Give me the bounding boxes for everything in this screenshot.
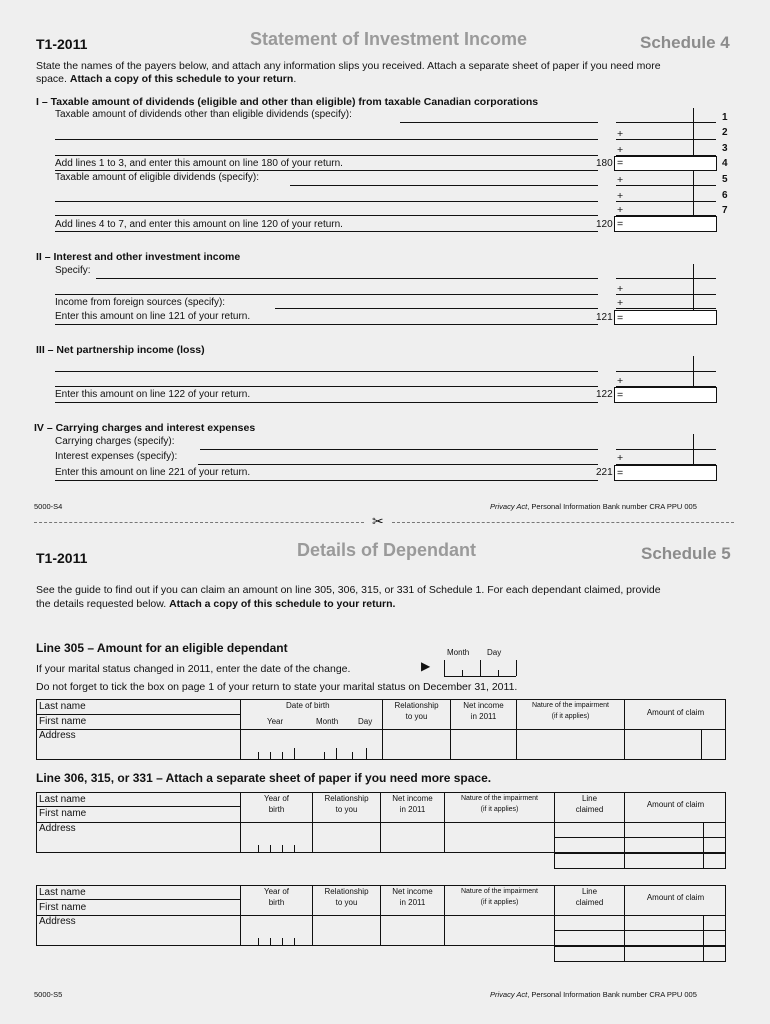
s5-t305-month-label: Month — [316, 717, 339, 726]
s4-line-num-5: 5 — [722, 174, 728, 185]
s5-intro-line2 — [36, 598, 395, 611]
s4-sec1-bottom-line — [55, 231, 598, 232]
s5-t305-dob-tick — [352, 752, 353, 759]
s5-ta-net-income-label: Net income — [392, 794, 433, 803]
s5-intro-attach: Attach a copy of this schedule to your return. — [169, 598, 396, 610]
s5-tb-row2-line[interactable] — [554, 930, 726, 931]
s5-form-code: T1-2011 — [36, 550, 88, 566]
s4-amount-line5[interactable] — [616, 185, 716, 186]
s4-intro-attach: Attach a copy of this schedule to your return — [69, 73, 294, 85]
s4-sec4-interest-label: Interest expenses (specify): — [55, 451, 178, 462]
s5-t305-relationship-label: Relationship — [394, 701, 439, 710]
cut-line-left — [34, 522, 364, 523]
s5-tb-amount-label: Amount of claim — [646, 893, 705, 902]
s5-t305-dob-tick — [258, 752, 259, 759]
s5-tb-last-name[interactable]: Last name — [39, 887, 86, 898]
s5-tb-row3-cell[interactable] — [554, 946, 726, 962]
plus-sign: + — [617, 452, 624, 464]
s4-line-num-4: 4 — [722, 158, 728, 169]
s4-sec4-interest-line[interactable] — [198, 464, 598, 465]
s5-tb-net-income-label: Net income — [392, 887, 433, 896]
s4-schedule-number: Schedule 4 — [640, 33, 730, 52]
s4-line-num-6: 6 — [722, 190, 728, 201]
s5-ta-year-tick — [270, 845, 271, 852]
s5-t305-dob-field[interactable] — [258, 759, 378, 760]
s4-sec3-row2-line[interactable] — [55, 386, 598, 387]
s4-sec1-other-specify[interactable] — [400, 122, 598, 123]
s4-sec3-row1-line[interactable] — [55, 371, 598, 372]
s4-sec1-eligible-specify[interactable] — [290, 185, 598, 186]
s5-month-label: Month — [447, 648, 470, 657]
s4-sec2-foreign-line[interactable] — [275, 308, 598, 309]
cut-line-right — [392, 522, 734, 523]
s5-tb-in2011-label: in 2011 — [399, 898, 426, 907]
s5-t305-dob-tick — [366, 748, 367, 759]
s4-sec1-row2-line[interactable] — [55, 139, 598, 140]
s4-privacy-rest: , Personal Information Bank number CRA PPU 005 — [527, 502, 697, 511]
s5-intro-details: the details requested below. — [36, 598, 170, 610]
s5-privacy-rest: , Personal Information Bank number CRA PPU 005 — [527, 990, 697, 999]
s5-tb-birth-label: birth — [268, 898, 285, 907]
s4-intro-space: space. — [36, 73, 70, 85]
s4-intro-line1: State the names of the payers below, and attach any information slips you received. Attach a separate sheet of paper if you need more — [36, 60, 661, 72]
s5-ta-header-line — [36, 822, 726, 823]
s5-tb-year-tick — [294, 938, 295, 945]
s5-tb-year-of-label: Year of — [263, 887, 290, 896]
s4-sec4-amount1[interactable] — [616, 449, 716, 450]
s5-ta-claimed-label: claimed — [575, 805, 604, 814]
s5-tb-year-tick — [270, 938, 271, 945]
s4-line-num-2: 2 — [722, 127, 728, 138]
s4-sec1-eligible-label: Taxable amount of eligible dividends (specify): — [55, 172, 259, 183]
s4-sec2-foreign-label: Income from foreign sources (specify): — [55, 297, 226, 308]
s5-t305-header-line — [36, 729, 726, 730]
s5-marital-date-tick — [480, 660, 481, 676]
s5-t305-in2011-label: in 2011 — [470, 712, 497, 721]
s5-t305-dob-tick — [336, 748, 337, 759]
s5-ta-impairment-if-label: (if it applies) — [480, 806, 519, 813]
equals-sign: = — [617, 389, 624, 401]
s4-sec1-row3-line[interactable] — [55, 155, 598, 156]
s4-section3-title: III – Net partnership income (loss) — [36, 344, 205, 356]
s4-sec4-enter: Enter this amount on line 221 of your return. — [55, 467, 251, 478]
s5-marital-date-tick — [462, 670, 463, 676]
s5-ta-last-name[interactable]: Last name — [39, 794, 86, 805]
s5-ta-year-field[interactable] — [258, 852, 296, 853]
s5-ta-year-tick — [282, 845, 283, 852]
s5-ta-in2011-label: in 2011 — [399, 805, 426, 814]
s5-t305-impairment-label: Nature of the impairment — [531, 702, 610, 709]
s4-line-121-number: 121 — [596, 312, 613, 323]
s4-footer-code: 5000-S4 — [34, 502, 63, 511]
s4-sec1-add13: Add lines 1 to 3, and enter this amount on line 180 of your return. — [55, 158, 343, 169]
s4-sec2-specify-label: Specify: — [55, 265, 91, 276]
s5-t305-address[interactable]: Address — [39, 730, 76, 741]
equals-sign: = — [617, 218, 624, 230]
s4-sec2-amount2[interactable] — [616, 294, 716, 295]
s5-ta-to-you-label: to you — [335, 805, 358, 814]
s5-tb-year-field[interactable] — [258, 945, 296, 946]
s5-t305-dob-tick — [324, 752, 325, 759]
s4-sec1-add47: Add lines 4 to 7, and enter this amount on line 120 of your return. — [55, 219, 343, 230]
s5-t305-row-line — [36, 714, 240, 715]
s5-line306-title: Line 306, 315, or 331 – Attach a separate sheet of paper if you need more space. — [36, 771, 492, 785]
s4-sec2-enter: Enter this amount on line 121 of your return. — [55, 311, 251, 322]
s5-tb-year-tick — [282, 938, 283, 945]
s4-amount-line122-box[interactable] — [614, 387, 717, 403]
s4-sec3-amount1[interactable] — [616, 371, 716, 372]
s5-tb-line-label: Line — [581, 887, 598, 896]
arrow-right-icon: ▶ — [421, 659, 431, 673]
s4-sec2-specify-line[interactable] — [96, 278, 598, 279]
s4-title: Statement of Investment Income — [250, 29, 528, 49]
s5-tick-box-text: Do not forget to tick the box on page 1 of your return to state your marital status on December 31, 2011. — [36, 681, 518, 693]
s5-t305-net-income-label: Net income — [463, 701, 504, 710]
s4-sec4-carrying-label: Carrying charges (specify): — [55, 436, 175, 447]
s5-tb-year-tick — [258, 938, 259, 945]
s4-intro-period: . — [293, 73, 297, 85]
s4-line-120-number: 120 — [596, 219, 613, 230]
s5-t305-impairment-if-label: (if it applies) — [551, 713, 590, 720]
s5-t305-dob-label: Date of birth — [286, 701, 330, 710]
s4-footer-privacy — [490, 502, 697, 511]
s5-t305-year-label: Year — [267, 717, 284, 726]
s5-ta-relationship-label: Relationship — [324, 794, 369, 803]
s5-schedule-number: Schedule 5 — [641, 544, 731, 563]
s4-line-num-7: 7 — [722, 205, 728, 216]
s5-marital-date-tick — [516, 660, 517, 676]
s4-sec1-row6-line[interactable] — [55, 201, 598, 202]
plus-sign: + — [617, 190, 624, 202]
s4-sec2-bottom-line — [55, 324, 598, 325]
plus-sign: + — [617, 283, 624, 295]
s4-sec3-bottom-line — [55, 402, 598, 403]
s4-sec2-amount1[interactable] — [616, 278, 716, 279]
s5-tb-row-line — [36, 899, 240, 900]
s5-ta-year-tick — [258, 845, 259, 852]
s4-sec1-row4-line — [55, 170, 598, 171]
s5-ta-amount-label: Amount of claim — [646, 800, 705, 809]
s5-t305-first-name[interactable]: First name — [39, 716, 87, 727]
equals-sign: = — [617, 467, 624, 479]
equals-sign: = — [617, 312, 624, 324]
scissors-icon: ✂ — [372, 513, 384, 529]
s5-tb-impairment-label: Nature of the impairment — [460, 888, 539, 895]
s5-tb-header-line — [36, 915, 726, 916]
s4-line-num-3: 3 — [722, 143, 728, 154]
s5-tb-relationship-label: Relationship — [324, 887, 369, 896]
s4-sec4-carrying-line[interactable] — [200, 449, 598, 450]
s5-t305-amount-label: Amount of claim — [646, 708, 705, 717]
s5-tb-claimed-label: claimed — [575, 898, 604, 907]
s5-ta-row-line — [36, 806, 240, 807]
s4-line-180-number: 180 — [596, 158, 613, 169]
equals-sign: = — [617, 157, 624, 169]
s4-amount-line4-box[interactable] — [614, 156, 717, 171]
s5-line305-title: Line 305 – Amount for an eligible dependant — [36, 641, 288, 655]
s5-footer-code: 5000-S5 — [34, 990, 63, 999]
s4-amount-line1[interactable] — [616, 122, 716, 123]
s5-privacy-act: Privacy Act — [490, 990, 528, 999]
s5-day-label: Day — [487, 648, 502, 657]
plus-sign: + — [617, 375, 624, 387]
s5-title: Details of Dependant — [297, 540, 477, 560]
s5-t305-dob-tick — [282, 752, 283, 759]
s5-t305-day-label: Day — [358, 717, 373, 726]
s5-t305-dob-tick — [294, 748, 295, 759]
s4-amount-line121-box[interactable] — [614, 310, 717, 325]
s4-sec3-cents-divider — [693, 356, 694, 388]
s4-sec2-cents-divider — [693, 264, 694, 310]
s5-marital-change-text: If your marital status changed in 2011, enter the date of the change. — [36, 663, 351, 675]
s4-amount-line221-box[interactable] — [614, 465, 717, 481]
s5-ta-address[interactable]: Address — [39, 823, 76, 834]
plus-sign: + — [617, 204, 624, 216]
s5-t305-cents-divider — [701, 729, 702, 760]
s5-tb-first-name[interactable]: First name — [39, 902, 87, 913]
s4-section1-title: I – Taxable amount of dividends (eligible and other than eligible) from taxable Canadian corporations — [36, 96, 539, 108]
s4-amount-line120-box[interactable] — [614, 216, 717, 232]
s5-marital-date-baseline[interactable] — [444, 676, 516, 677]
s4-sec2-amount3[interactable] — [616, 308, 716, 309]
s5-ta-first-name[interactable]: First name — [39, 808, 87, 819]
s5-marital-date-tick — [498, 670, 499, 676]
plus-sign: + — [617, 174, 624, 186]
s4-line-221-number: 221 — [596, 467, 613, 478]
s5-ta-impairment-label: Nature of the impairment — [460, 795, 539, 802]
s5-ta-row2-line[interactable] — [554, 837, 726, 838]
s4-section4-title: IV – Carrying charges and interest expenses — [34, 422, 256, 434]
s5-marital-date-tick — [444, 660, 445, 676]
plus-sign: + — [617, 128, 624, 140]
s4-amount-line2[interactable] — [616, 139, 716, 140]
s5-intro-line1: See the guide to find out if you can claim an amount on line 305, 306, 315, or 331 of Schedule 1. For each dependant claimed, provide — [36, 584, 661, 596]
s5-tb-address[interactable]: Address — [39, 916, 76, 927]
plus-sign: + — [617, 297, 624, 309]
s5-tb-impairment-if-label: (if it applies) — [480, 899, 519, 906]
s5-ta-year-of-label: Year of — [263, 794, 290, 803]
s4-sec3-enter: Enter this amount on line 122 of your return. — [55, 389, 251, 400]
s4-line-122-number: 122 — [596, 389, 613, 400]
s4-line-num-1: 1 — [722, 112, 728, 123]
s4-sec1-other-label: Taxable amount of dividends other than eligible dividends (specify): — [55, 109, 352, 120]
s4-sec1-row7-line[interactable] — [55, 215, 598, 216]
s4-amount-line6[interactable] — [616, 201, 716, 202]
s5-ta-year-tick — [294, 845, 295, 852]
s4-section2-title: II – Interest and other investment income — [36, 251, 241, 263]
s4-sec2-row2-line[interactable] — [55, 294, 598, 295]
s4-privacy-act: Privacy Act — [490, 502, 528, 511]
s5-footer-privacy — [490, 990, 697, 999]
s5-t305-to-you-label: to you — [405, 712, 428, 721]
plus-sign: + — [617, 144, 624, 156]
s4-intro-line2 — [36, 73, 296, 86]
s5-tb-to-you-label: to you — [335, 898, 358, 907]
s5-ta-birth-label: birth — [268, 805, 285, 814]
s5-ta-line-label: Line — [581, 794, 598, 803]
s5-t305-dob-tick — [270, 752, 271, 759]
s4-sec4-bottom-line — [55, 480, 598, 481]
s4-form-code: T1-2011 — [36, 36, 88, 52]
s5-ta-row3-cell[interactable] — [554, 853, 726, 869]
s5-t305-last-name[interactable]: Last name — [39, 701, 86, 712]
